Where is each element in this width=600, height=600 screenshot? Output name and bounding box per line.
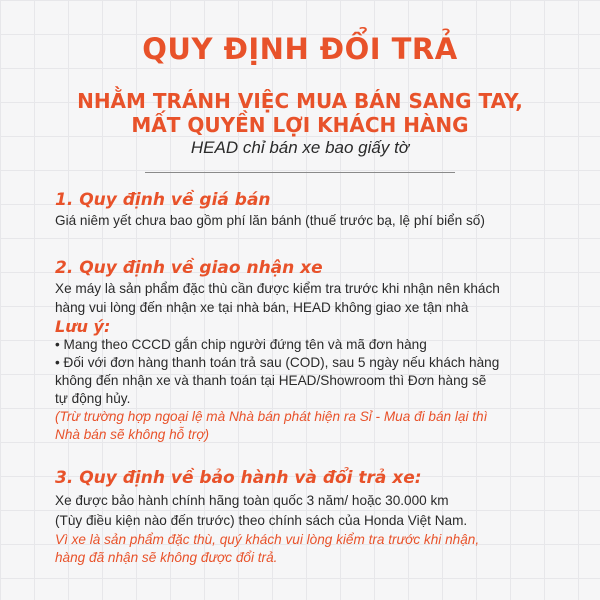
section-3-text-line-2: (Tùy điều kiện nào đến trước) theo chính sách của Honda Việt Nam. bbox=[55, 513, 468, 528]
bullet-1: • Mang theo CCCD gắn chip người đứng tên và mã đơn hàng bbox=[55, 337, 427, 352]
divider bbox=[145, 172, 455, 173]
bullet-2-line-2: không đến nhận xe và thanh toán tại HEAD/Showroom thì Đơn hàng sẽ bbox=[55, 373, 487, 388]
section-1-text: Giá niêm yết chưa bao gồm phí lăn bánh (thuế trước bạ, lệ phí biển số) bbox=[55, 213, 485, 228]
section-2-title: 2. Quy định về giao nhận xe bbox=[55, 258, 323, 278]
page-title: QUY ĐỊNH ĐỔI TRẢ bbox=[142, 32, 458, 66]
bullet-2-line-3: tự động hủy. bbox=[55, 391, 131, 406]
note-label: Lưu ý: bbox=[55, 317, 111, 336]
subtitle-line-2: MẤT QUYỀN LỢI KHÁCH HÀNG bbox=[131, 113, 469, 137]
section-2-text-line-1: Xe máy là sản phẩm đặc thù cần được kiểm tra trước khi nhận nên khách bbox=[55, 281, 500, 296]
section-3-text-line-1: Xe được bảo hành chính hãng toàn quốc 3 năm/ hoặc 30.000 km bbox=[55, 493, 449, 508]
tagline: HEAD chỉ bán xe bao giấy tờ bbox=[190, 138, 410, 157]
bullet-2-line-1: • Đối với đơn hàng thanh toán trả sau (COD), sau 5 ngày nếu khách hàng bbox=[55, 355, 500, 370]
section-3-title: 3. Quy định về bảo hành và đổi trả xe: bbox=[55, 468, 422, 488]
section-1-title: 1. Quy định về giá bán bbox=[55, 190, 271, 210]
exception-line-1: (Trừ trường hợp ngoại lệ mà Nhà bán phát hiện ra Sỉ - Mua đi bán lại thì bbox=[55, 409, 488, 424]
subtitle-line-1: NHẰM TRÁNH VIỆC MUA BÁN SANG TAY, bbox=[77, 89, 523, 113]
exception-line-2: Nhà bán sẽ không hỗ trợ) bbox=[55, 427, 210, 442]
section-2-text-line-2: hàng vui lòng đến nhận xe tại nhà bán, HEAD không giao xe tận nhà bbox=[55, 300, 469, 315]
section-3-note-line-2: hàng đã nhận sẽ không được đổi trả. bbox=[55, 550, 278, 565]
section-3-note-line-1: Vì xe là sản phẩm đặc thù, quý khách vui lòng kiểm tra trước khi nhận, bbox=[55, 532, 480, 547]
